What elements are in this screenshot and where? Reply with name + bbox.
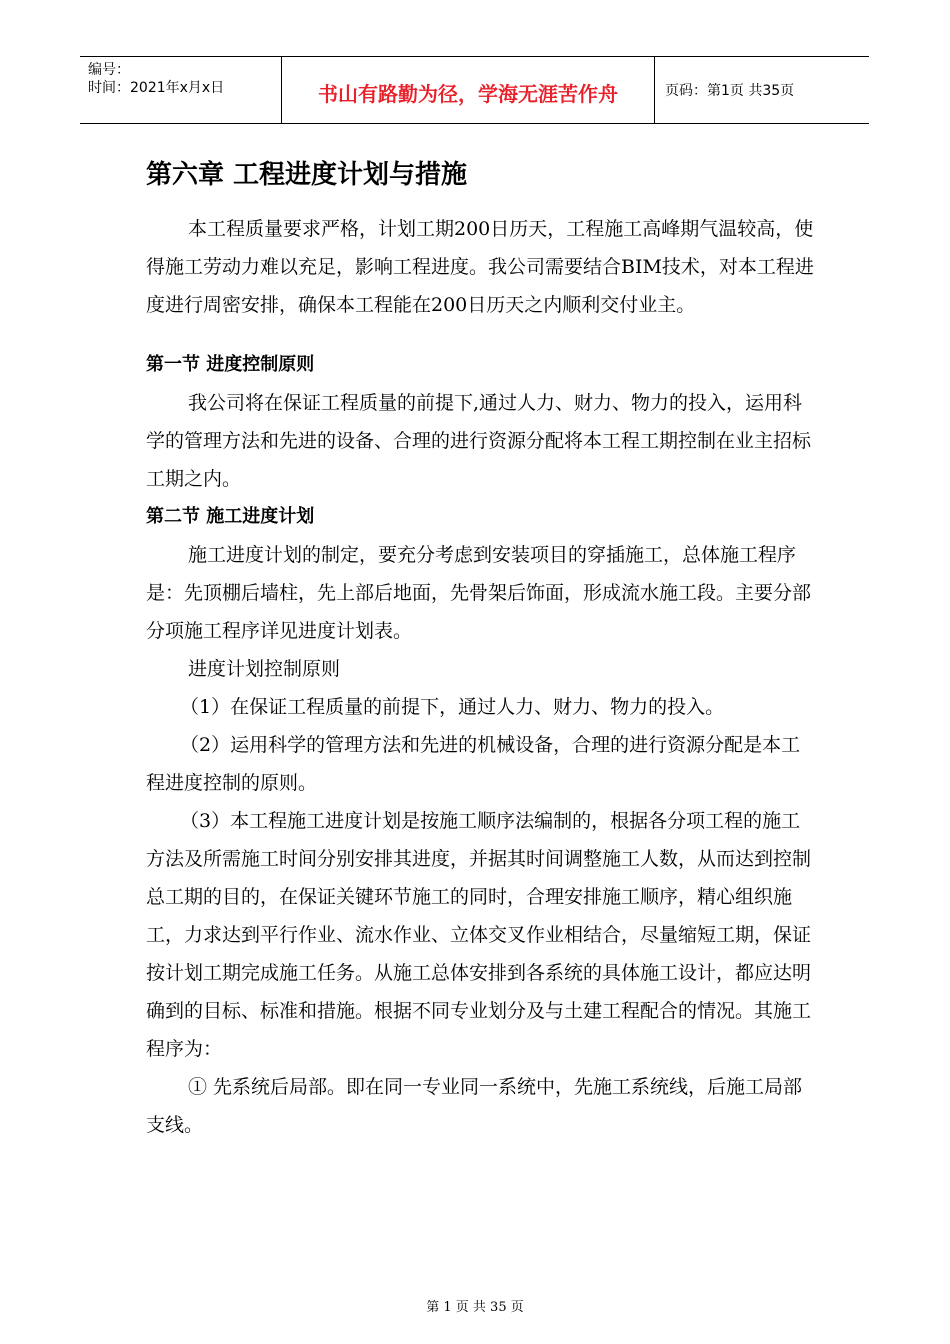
section2-paragraph: 施工进度计划的制定，要充分考虑到安装项目的穿插施工，总体施工程序是：先顶棚后墙柱，先上部后地面，先骨架后饰面，形成流水施工段。主要分部分项施工程序详见进度计划表。	[146, 544, 812, 642]
section1-paragraph: 我公司将在保证工程质量的前提下,通过人力、财力、物力的投入，运用科学的管理方法和先进的设备、合理的进行资源分配将本工程工期控制在业主招标工期之内。	[146, 392, 812, 490]
principle-item-1: （1）在保证工程质量的前提下，通过人力、财力、物力的投入。	[180, 696, 725, 718]
document-header	[80, 56, 869, 124]
section1-title: 第一节 进度控制原则	[146, 354, 315, 375]
intro-paragraph: 本工程质量要求严格，计划工期200日历天，工程施工高峰期气温较高，使得施工劳动力难以充足，影响工程进度。我公司需要结合BIM技术，对本工程进度进行周密安排，确保本工程能在200日历天之内顺利交付业主。	[146, 218, 814, 316]
section2-title: 第二节 施工进度计划	[146, 506, 315, 527]
procedure-item-1: ① 先系统后局部。即在同一专业同一系统中，先施工系统线，后施工局部支线。	[146, 1076, 803, 1136]
header-motto: 书山有路勤为径，学海无涯苦作舟	[282, 57, 655, 123]
principle-item-3: （3）本工程施工进度计划是按施工顺序法编制的，根据各分项工程的施工方法及所需施工时间分别安排其进度，并据其时间调整施工人数，从而达到控制总工期的目的，在保证关键环节施工的同时，合理安排施工顺序，精心组织施工，力求达到平行作业、流水作业、立体交叉作业相结合，尽量缩短工期，保证按计划工期完成施工任务。从施工总体安排到各系统的具体施工设计，都应达明确到的目标、标准和措施。根据不同专业划分及与土建工程配合的情况。其施工程序为：	[146, 810, 812, 1060]
header-number-label: 编号：	[88, 62, 130, 78]
document-body	[146, 150, 818, 1144]
section2-subheading: 进度计划控制原则	[188, 658, 341, 680]
header-page-info: 页码：第1页 共35页	[665, 83, 795, 99]
page-footer: 第 1 页 共 35 页	[426, 1300, 524, 1315]
principle-item-2: （2）运用科学的管理方法和先进的机械设备，合理的进行资源分配是本工程进度控制的原则。	[146, 734, 801, 794]
header-meta	[80, 57, 282, 123]
chapter-title: 第六章 工程进度计划与措施	[146, 160, 468, 190]
header-time-label: 时间：2021年x月x日	[88, 80, 225, 96]
